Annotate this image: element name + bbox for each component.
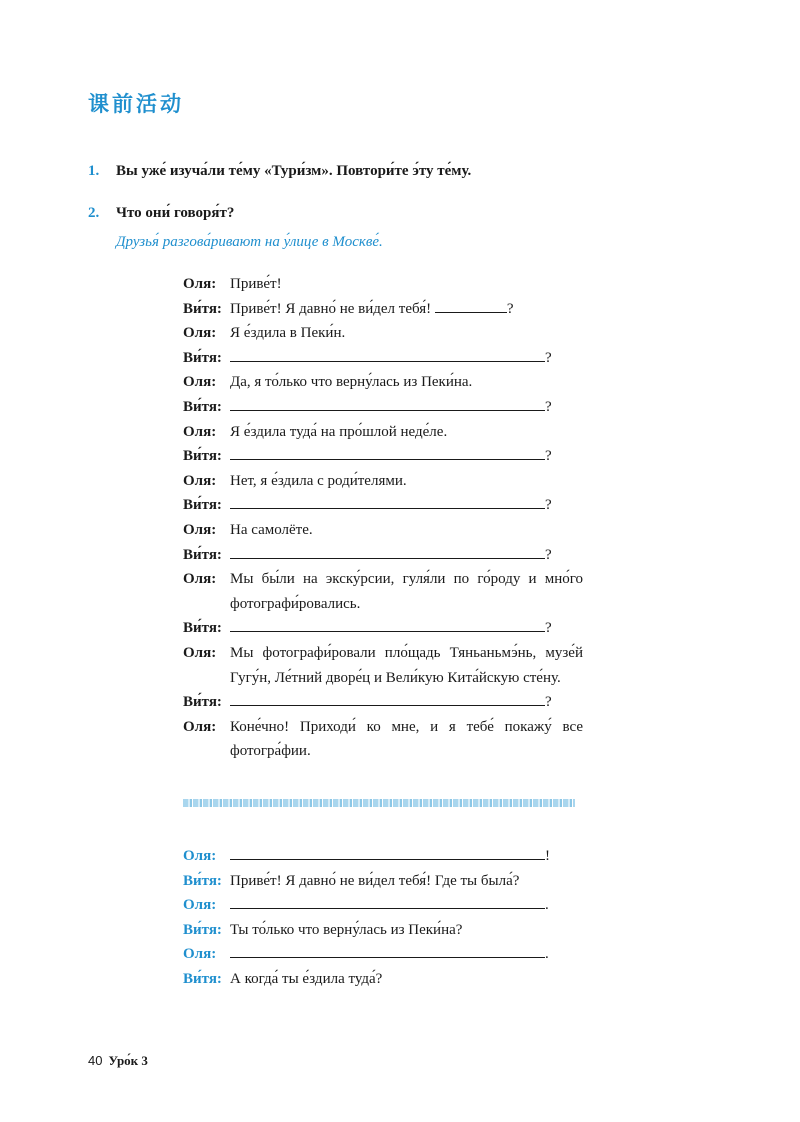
dialog-line <box>183 297 583 322</box>
line-content <box>230 616 583 641</box>
speaker-label: Оля: <box>183 897 217 914</box>
line-end-punct: ? <box>506 300 514 317</box>
task-text: Вы уже́ изуча́ли те́му «Тури́зм». Повтори́те э́ту те́му. <box>116 163 472 179</box>
line-content <box>230 346 583 371</box>
speaker-label: Ви́тя: <box>183 620 222 637</box>
line-text: На самолёте. <box>230 521 313 538</box>
dialog-2 <box>183 844 583 992</box>
dialog-line <box>183 518 583 543</box>
exercise-subtitle: Друзья́ разгова́ривают на у́лице в Москве́. <box>116 234 383 250</box>
speaker-label: Ви́тя: <box>183 448 222 465</box>
answer-blank[interactable] <box>230 844 545 860</box>
line-text: Ты то́лько что верну́лась из Пеки́на? <box>230 921 463 938</box>
speaker-label: Оля: <box>183 571 217 588</box>
line-text: Приве́т! <box>230 276 282 292</box>
line-text: А когда́ ты е́здила туда́? <box>230 970 383 987</box>
speaker-label: Ви́тя: <box>183 398 222 415</box>
line-text: Нет, я е́здила с роди́телями. <box>230 472 407 489</box>
line-content <box>230 370 583 395</box>
task-number: 1. <box>88 163 100 179</box>
page-footer <box>88 1053 148 1069</box>
line-content <box>230 690 583 715</box>
answer-blank[interactable] <box>230 346 545 362</box>
line-end-punct: ? <box>545 620 552 637</box>
line-content <box>230 942 583 967</box>
line-end-punct: ? <box>545 448 552 465</box>
line-end-punct: ? <box>545 398 552 415</box>
answer-blank[interactable] <box>230 942 545 958</box>
dialog-line <box>183 715 583 764</box>
answer-blank[interactable] <box>230 395 545 411</box>
answer-blank[interactable] <box>230 444 545 460</box>
dialog-line <box>183 321 583 346</box>
dialog-line <box>183 893 583 918</box>
line-content <box>230 297 583 322</box>
dialog-line <box>183 469 583 494</box>
speaker-label: Ви́тя: <box>183 300 222 317</box>
speaker-label: Ви́тя: <box>183 921 222 938</box>
line-content <box>230 869 583 894</box>
dialog-line <box>183 272 583 297</box>
speaker-label: Оля: <box>183 718 217 735</box>
dialog-line <box>183 967 583 992</box>
speaker-label: Ви́тя: <box>183 694 222 711</box>
line-end-punct: ? <box>545 546 552 563</box>
line-content <box>230 715 583 764</box>
dialog-line <box>183 918 583 943</box>
line-text: Приве́т! Я давно́ не ви́дел тебя́! <box>230 300 432 317</box>
line-end-punct: ? <box>545 497 552 514</box>
speaker-label: Оля: <box>183 521 217 538</box>
dialog-line <box>183 942 583 967</box>
dialog-line <box>183 844 583 869</box>
task-text: Что они́ говоря́т? <box>116 205 235 221</box>
line-content <box>230 967 583 992</box>
line-content <box>230 321 583 346</box>
dialog-line <box>183 346 583 371</box>
dialog-line <box>183 616 583 641</box>
line-end-punct: ? <box>545 349 552 366</box>
speaker-label: Оля: <box>183 325 217 342</box>
speaker-label: Оля: <box>183 374 217 391</box>
answer-blank[interactable] <box>230 543 545 559</box>
line-content <box>230 543 583 568</box>
line-content <box>230 469 583 494</box>
dialog-line <box>183 444 583 469</box>
line-end-punct: . <box>545 946 549 963</box>
answer-blank[interactable] <box>230 493 545 509</box>
answer-blank[interactable] <box>230 893 545 909</box>
line-text: Я е́здила туда́ на про́шлой неде́ле. <box>230 423 448 440</box>
dialog-line <box>183 370 583 395</box>
line-content <box>230 518 583 543</box>
dialog-line <box>183 420 583 445</box>
dialog-line <box>183 869 583 894</box>
line-end-punct: ? <box>545 694 552 711</box>
speaker-label: Оля: <box>183 644 217 661</box>
line-end-punct: . <box>545 897 549 914</box>
line-content <box>230 567 583 616</box>
line-content <box>230 918 583 943</box>
line-content <box>230 844 583 869</box>
line-text: Я е́здила в Пеки́н. <box>230 325 346 342</box>
speaker-label: Оля: <box>183 946 217 963</box>
dialog-line <box>183 543 583 568</box>
speaker-label: Оля: <box>183 423 217 440</box>
speaker-label: Ви́тя: <box>183 872 222 889</box>
line-content <box>230 444 583 469</box>
answer-blank[interactable] <box>435 297 507 313</box>
line-text: Мы фотографи́ровали пло́щадь Тяньаньмэ́нь, музе́й Гугу́н, Ле́тний дворе́ц и Вели́кую Кита́йскую сте́ну. <box>230 644 583 686</box>
dialog-line <box>183 567 583 616</box>
section-divider <box>183 799 575 807</box>
answer-blank[interactable] <box>230 690 545 706</box>
line-content <box>230 272 583 297</box>
page-number: 40 <box>88 1053 103 1068</box>
dialog-line <box>183 493 583 518</box>
line-text: Приве́т! Я давно́ не ви́дел тебя́! Где ты была́? <box>230 872 520 889</box>
speaker-label: Оля: <box>183 276 217 292</box>
speaker-label: Ви́тя: <box>183 546 222 563</box>
dialog-line <box>183 395 583 420</box>
speaker-label: Ви́тя: <box>183 970 222 987</box>
lesson-label: Уро́к 3 <box>108 1053 148 1068</box>
speaker-label: Ви́тя: <box>183 349 222 366</box>
line-end-punct: ! <box>545 848 550 864</box>
line-content <box>230 893 583 918</box>
dialog-line <box>183 641 583 690</box>
dialog-1 <box>183 272 583 764</box>
line-content <box>230 420 583 445</box>
task-2 <box>88 205 234 222</box>
task-number: 2. <box>88 205 100 221</box>
line-content <box>230 493 583 518</box>
line-content <box>230 395 583 420</box>
speaker-label: Оля: <box>183 848 217 864</box>
line-content <box>230 641 583 690</box>
task-1 <box>88 163 471 180</box>
speaker-label: Ви́тя: <box>183 497 222 514</box>
line-text: Коне́чно! Приходи́ ко мне, и я тебе́ покажу́ все фотогра́фии. <box>230 718 583 760</box>
line-text: Да, я то́лько что верну́лась из Пеки́на. <box>230 374 473 391</box>
line-text: Мы бы́ли на экску́рсии, гуля́ли по го́роду и мно́го фотографи́ровались. <box>230 571 583 612</box>
answer-blank[interactable] <box>230 616 545 632</box>
page-title: 课前活动 <box>88 92 184 116</box>
speaker-label: Оля: <box>183 472 217 489</box>
dialog-line <box>183 690 583 715</box>
